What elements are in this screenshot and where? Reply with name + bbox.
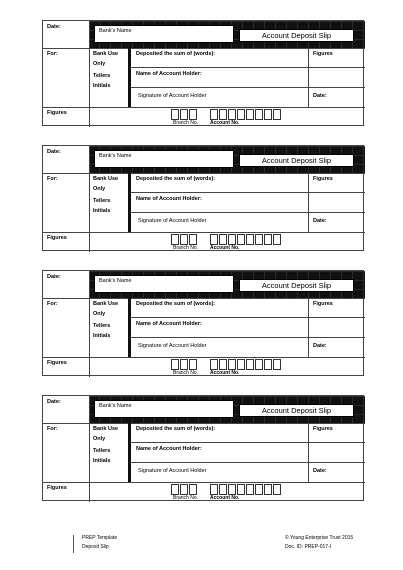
footer-divider (73, 535, 74, 553)
bank-use-label: Bank Use (93, 301, 119, 307)
bank-use-bar (128, 298, 131, 357)
figures-divider (308, 423, 309, 482)
slip-title: Account Deposit Slip (239, 404, 354, 417)
initials-label: Initials (93, 83, 111, 89)
slip-title: Account Deposit Slip (239, 154, 354, 167)
row-divider (43, 232, 365, 233)
for-label: For: (47, 301, 58, 307)
only-label: Only (93, 61, 106, 67)
figures-top-label[interactable]: Figures (313, 176, 333, 182)
row-divider (131, 337, 365, 338)
bank-use-label: Bank Use (93, 426, 119, 432)
bank-name-label: Bank's Name (99, 278, 132, 284)
figures-top-label[interactable]: Figures (313, 301, 333, 307)
row-divider (43, 357, 365, 358)
deposit-slip-3 (42, 270, 364, 376)
account-no-label: Account No. (210, 495, 240, 501)
date-label: Date: (47, 399, 61, 405)
figures-bottom-label: Figures (47, 110, 67, 116)
initials-label: Initials (93, 458, 111, 464)
account-number-boxes[interactable] (210, 234, 282, 245)
column-divider (89, 146, 90, 252)
row-divider (43, 423, 365, 424)
only-label: Only (93, 186, 106, 192)
slip-header-band (89, 271, 365, 298)
branch-no-label: Branch No. (173, 245, 199, 251)
row-divider (43, 48, 365, 49)
bank-use-label: Bank Use (93, 51, 119, 57)
slip-header-band (89, 21, 365, 48)
figures-top-label[interactable]: Figures (313, 51, 333, 57)
date-field-label[interactable]: Date: (313, 93, 327, 99)
date-label: Date: (47, 149, 61, 155)
date-label: Date: (47, 274, 61, 280)
date-field-label[interactable]: Date: (313, 218, 327, 224)
row-divider (131, 212, 365, 213)
figures-divider (308, 173, 309, 232)
account-number-boxes[interactable] (210, 359, 282, 370)
bank-name-field[interactable] (94, 400, 234, 418)
account-number-boxes[interactable] (210, 484, 282, 495)
figures-bottom-label: Figures (47, 235, 67, 241)
figures-bottom-label: Figures (47, 360, 67, 366)
figures-divider (308, 48, 309, 107)
deposited-label[interactable]: Deposited the sum of (words): (136, 51, 216, 57)
slip-title: Account Deposit Slip (239, 29, 354, 42)
column-divider (89, 396, 90, 502)
row-divider (131, 442, 365, 443)
footer-doc-name: Deposit Slip (82, 544, 109, 550)
bank-name-field[interactable] (94, 150, 234, 168)
bank-use-bar (128, 423, 131, 482)
branch-number-boxes[interactable] (171, 359, 198, 370)
signature-label[interactable]: Signature of Account Holder (138, 468, 207, 474)
date-field-label[interactable]: Date: (313, 468, 327, 474)
branch-no-label: Branch No. (173, 120, 199, 126)
footer-copyright: © Young Enterprise Trust 2015 (285, 535, 354, 541)
bank-name-label: Bank's Name (99, 403, 132, 409)
account-holder-label[interactable]: Name of Account Holder: (136, 71, 202, 77)
for-label: For: (47, 176, 58, 182)
deposited-label[interactable]: Deposited the sum of (words): (136, 301, 216, 307)
row-divider (131, 192, 365, 193)
deposited-label[interactable]: Deposited the sum of (words): (136, 176, 216, 182)
row-divider (43, 482, 365, 483)
figures-top-label[interactable]: Figures (313, 426, 333, 432)
account-holder-label[interactable]: Name of Account Holder: (136, 446, 202, 452)
figures-divider (308, 298, 309, 357)
column-divider (89, 21, 90, 127)
bank-name-field[interactable] (94, 275, 234, 293)
slip-header-band (89, 396, 365, 423)
bank-name-label: Bank's Name (99, 153, 132, 159)
account-holder-label[interactable]: Name of Account Holder: (136, 196, 202, 202)
branch-number-boxes[interactable] (171, 484, 198, 495)
row-divider (131, 317, 365, 318)
deposit-slip-1 (42, 20, 364, 126)
bank-name-label: Bank's Name (99, 28, 132, 34)
account-number-boxes[interactable] (210, 109, 282, 120)
bank-use-bar (128, 173, 131, 232)
initials-label: Initials (93, 333, 111, 339)
figures-bottom-label: Figures (47, 485, 67, 491)
bank-use-bar (128, 48, 131, 107)
tellers-label: Tellers (93, 323, 111, 329)
branch-no-label: Branch No. (173, 495, 199, 501)
account-holder-label[interactable]: Name of Account Holder: (136, 321, 202, 327)
account-no-label: Account No. (210, 370, 240, 376)
account-no-label: Account No. (210, 245, 240, 251)
tellers-label: Tellers (93, 198, 111, 204)
row-divider (131, 67, 365, 68)
row-divider (131, 462, 365, 463)
row-divider (131, 87, 365, 88)
for-label: For: (47, 426, 58, 432)
slip-header-band (89, 146, 365, 173)
tellers-label: Tellers (93, 73, 111, 79)
signature-label[interactable]: Signature of Account Holder (138, 93, 207, 99)
signature-label[interactable]: Signature of Account Holder (138, 343, 207, 349)
account-no-label: Account No. (210, 120, 240, 126)
date-field-label[interactable]: Date: (313, 343, 327, 349)
branch-no-label: Branch No. (173, 370, 199, 376)
only-label: Only (93, 311, 106, 317)
tellers-label: Tellers (93, 448, 111, 454)
branch-number-boxes[interactable] (171, 109, 198, 120)
bank-use-label: Bank Use (93, 176, 119, 182)
deposit-slip-2 (42, 145, 364, 251)
signature-label[interactable]: Signature of Account Holder (138, 218, 207, 224)
row-divider (43, 173, 365, 174)
row-divider (43, 107, 365, 108)
bank-name-field[interactable] (94, 25, 234, 43)
deposited-label[interactable]: Deposited the sum of (words): (136, 426, 216, 432)
slip-title: Account Deposit Slip (239, 279, 354, 292)
deposit-slip-4 (42, 395, 364, 501)
date-label: Date: (47, 24, 61, 30)
for-label: For: (47, 51, 58, 57)
branch-number-boxes[interactable] (171, 234, 198, 245)
initials-label: Initials (93, 208, 111, 214)
only-label: Only (93, 436, 106, 442)
footer-template: PREP Template (82, 535, 118, 541)
row-divider (43, 298, 365, 299)
footer-doc-id: Doc. ID: PREP-017-I (285, 544, 332, 550)
column-divider (89, 271, 90, 377)
